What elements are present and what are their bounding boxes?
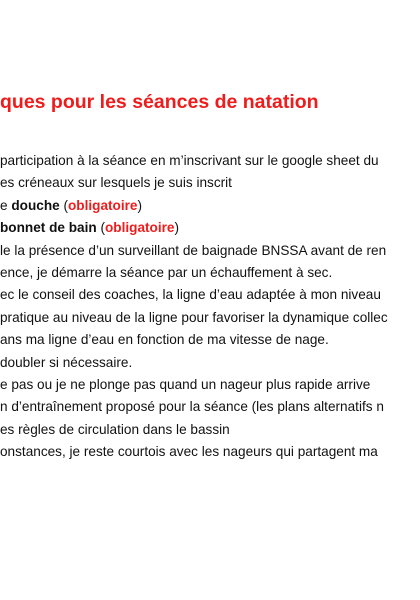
rule-line [0,172,388,194]
rule-text: participation à la séance en m’inscrivant sur le google sheet du [0,153,379,168]
rule-text: pratique au niveau de la ligne pour favoriser la dynamique collec [0,309,388,325]
mandatory-tag: obligatoire [104,220,175,236]
rule-line [0,284,388,306]
rule-text: ( [59,197,68,213]
rule-text: e pas ou je ne plonge pas quand un nageur plus rapide arrive [0,376,371,392]
bold-text: douche [11,197,60,213]
rule-line [0,329,388,351]
rule-text: ec le conseil des coaches, la ligne d’eau adaptée à mon niveau [0,287,381,303]
rule-text: ans ma ligne d’eau en fonction de ma vitesse de nage. [0,332,329,348]
rule-text: le la présence d’un surveillant de baignade BNSSA avant de ren [0,242,387,258]
rules-list [0,150,388,463]
rule-text: es règles de circulation dans le bassin [0,421,230,437]
rule-text: e [0,197,12,213]
rule-line [0,240,388,262]
rule-line [0,150,388,172]
rule-text: doubler si nécessaire. [0,354,133,370]
rule-text: onstances, je reste courtois avec les nageurs qui partagent ma [0,444,378,460]
rule-line [0,262,388,284]
rule-text: n d’entraînement proposé pour la séance (les plans alternatifs n [0,399,384,415]
bold-text: bonnet de bain [0,220,97,236]
rule-line [0,352,388,374]
document-title: ques pour les séances de natation [0,91,319,113]
rule-line [0,396,388,418]
rule-line [0,307,388,329]
rule-text: ence, je démarre la séance par un échauffement à sec. [0,264,333,280]
rule-text: ) [137,197,143,213]
rule-line [0,441,388,463]
rule-line [0,217,388,239]
rule-text: ( [96,220,105,236]
rule-text: es créneaux sur lesquels je suis inscrit [0,175,232,191]
mandatory-tag: obligatoire [68,197,138,213]
rule-text: ) [174,220,179,236]
rule-line [0,374,388,396]
rule-line [0,419,388,441]
rule-line [0,195,388,217]
